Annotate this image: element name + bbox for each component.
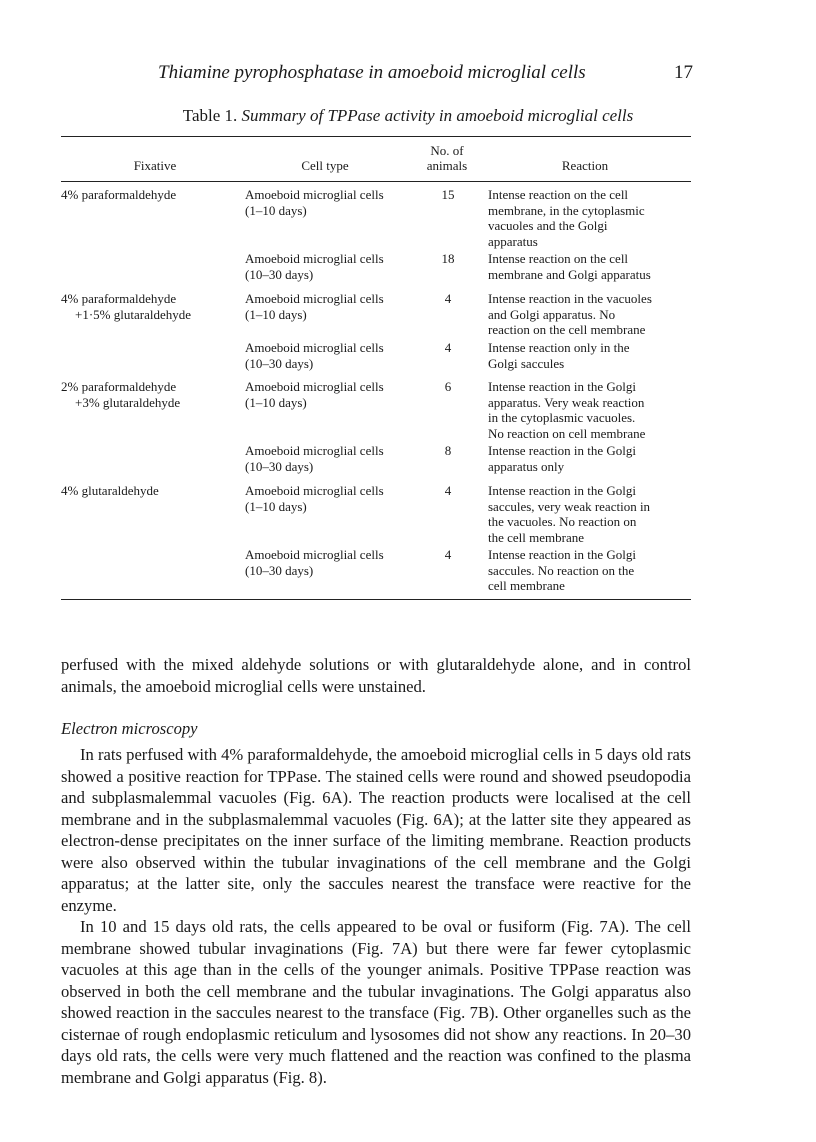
- cell-type-line: (1–10 days): [245, 202, 307, 218]
- cell-type-line: Amoeboid microglial cells: [245, 483, 384, 498]
- column-header-reaction: Reaction: [561, 158, 609, 173]
- reaction-cell: [488, 547, 698, 594]
- cell-type-line: (10–30 days): [245, 355, 314, 371]
- cell-type-line: Amoeboid microglial cells: [245, 443, 384, 458]
- cell-type-cell: [245, 443, 423, 474]
- reaction-line: No reaction on cell membrane: [488, 425, 646, 441]
- reaction-line: reaction on the cell membrane: [488, 322, 646, 337]
- reaction-line: Golgi saccules: [488, 355, 565, 371]
- paragraph-continued-text: perfused with the mixed aldehyde solutions or with glutaraldehyde alone, and in control animals, the amoeboid microglial cells were unstained.: [61, 655, 691, 696]
- reaction-line: Intense reaction on the cell: [488, 251, 629, 266]
- reaction-line: Intense reaction in the vacuoles: [488, 291, 652, 306]
- fixative-line: 4% glutaraldehyde: [61, 483, 159, 498]
- reaction-line: Intense reaction in the Golgi: [488, 483, 637, 498]
- reaction-cell: [488, 483, 698, 545]
- reaction-cell: [488, 443, 698, 474]
- reaction-line: vacuoles and the Golgi: [488, 218, 608, 233]
- cell-type-line: Amoeboid microglial cells: [245, 340, 384, 355]
- reaction-line: Intense reaction in the Golgi: [488, 443, 637, 458]
- animals-cell: 4: [444, 547, 452, 562]
- reaction-line: in the cytoplasmic vacuoles.: [488, 410, 636, 425]
- running-title: Thiamine pyrophosphatase in amoeboid microglial cells: [158, 62, 586, 83]
- animals-cell: 4: [444, 483, 452, 498]
- cell-type-line: (10–30 days): [245, 458, 314, 474]
- reaction-cell: [488, 187, 698, 249]
- cell-type-line: (10–30 days): [245, 562, 314, 578]
- reaction-line: apparatus: [488, 233, 538, 249]
- body-paragraphs: [61, 744, 691, 1088]
- column-header-animals: [412, 143, 482, 173]
- cell-type-line: (1–10 days): [245, 394, 307, 410]
- table-bottom-rule: [61, 599, 691, 600]
- reaction-cell: [488, 379, 698, 441]
- cell-type-cell: [245, 483, 423, 514]
- cell-type-line: Amoeboid microglial cells: [245, 547, 384, 562]
- cell-type-line: (10–30 days): [245, 266, 314, 282]
- reaction-line: apparatus. Very weak reaction: [488, 394, 645, 410]
- column-header-animals-line2: animals: [426, 158, 468, 173]
- cell-type-line: Amoeboid microglial cells: [245, 251, 384, 266]
- reaction-cell: [488, 340, 698, 371]
- paragraph-1: In rats perfused with 4% paraformaldehyde, the amoeboid microglial cells in 5 days old rats showed a positive reaction for TPPase. The stained cells were round and showed pseudopodia and subplasmalemmal vacuoles (Fig. 6A). The reaction products were localised at the cell membrane and in the subplasmalemmal vacuoles (Fig. 6A); at the latter site they appeared as electron-dense precipitates on the inner surface of the limiting membrane. Reaction products were also observed within the tubular invaginations of the cell membrane and the Golgi apparatus; at the latter site, only the saccules nearest the transface were reactive for the enzyme.: [61, 745, 691, 915]
- cell-type-line: Amoeboid microglial cells: [245, 291, 384, 306]
- fixative-line: +1·5% glutaraldehyde: [75, 306, 191, 322]
- cell-type-cell: [245, 251, 423, 282]
- cell-type-line: Amoeboid microglial cells: [245, 187, 384, 202]
- fixative-line: 4% paraformaldehyde: [61, 291, 177, 306]
- cell-type-line: Amoeboid microglial cells: [245, 379, 384, 394]
- column-header-cell-type: Cell type: [301, 158, 349, 173]
- reaction-cell: [488, 291, 698, 338]
- cell-type-line: (1–10 days): [245, 498, 307, 514]
- page-number: 17: [674, 62, 693, 83]
- section-heading: Electron microscopy: [61, 719, 198, 738]
- reaction-line: membrane and Golgi apparatus: [488, 266, 651, 282]
- column-header-animals-line1: No. of: [430, 143, 464, 158]
- reaction-cell: [488, 251, 698, 282]
- fixative-line: 4% paraformaldehyde: [61, 187, 177, 202]
- reaction-line: Intense reaction only in the: [488, 340, 630, 355]
- cell-type-cell: [245, 187, 423, 218]
- table-header-rule: [61, 181, 691, 182]
- column-header-fixative: Fixative: [133, 158, 177, 173]
- animals-cell: 6: [444, 379, 452, 394]
- reaction-line: saccules. No reaction on the: [488, 562, 635, 578]
- fixative-cell: [61, 483, 241, 499]
- reaction-line: the vacuoles. No reaction on: [488, 514, 637, 529]
- running-header: [0, 62, 816, 88]
- reaction-line: the cell membrane: [488, 529, 585, 545]
- cell-type-cell: [245, 291, 423, 322]
- table-caption-label: Table 1.: [182, 106, 238, 125]
- reaction-line: saccules, very weak reaction in: [488, 498, 651, 514]
- continued-paragraph: [61, 654, 691, 697]
- reaction-line: Intense reaction in the Golgi: [488, 379, 637, 394]
- cell-type-cell: [245, 379, 423, 410]
- table-caption-title: Summary of TPPase activity in amoeboid microglial cells: [241, 106, 634, 125]
- animals-cell: 8: [444, 443, 452, 458]
- table-top-rule: [61, 136, 691, 137]
- reaction-line: and Golgi apparatus. No: [488, 306, 616, 322]
- fixative-cell: [61, 379, 241, 410]
- cell-type-cell: [245, 340, 423, 371]
- reaction-line: Intense reaction in the Golgi: [488, 547, 637, 562]
- animals-cell: 4: [444, 340, 452, 355]
- paragraph-2: In 10 and 15 days old rats, the cells appeared to be oval or fusiform (Fig. 7A). The cell membrane showed tubular invaginations (Fig. 7A) but there were far fewer cytoplasmic vacuoles at this age than in the cells of the younger animals. Positive TPPase reaction was observed in both the cell membrane and the tubular invaginations. The Golgi apparatus also showed reaction in the saccules nearest to the transface (Fig. 7B). Other organelles such as the cisternae of rough endoplasmic reticulum and lysosomes did not show any reactions. In 20–30 days old rats, the cells were very much flattened and the reaction was confined to the plasma membrane and Golgi apparatus (Fig. 8).: [61, 917, 691, 1087]
- animals-cell: 15: [441, 187, 455, 202]
- fixative-cell: [61, 291, 241, 322]
- table-caption: [0, 106, 816, 126]
- reaction-line: apparatus only: [488, 458, 565, 474]
- cell-type-line: (1–10 days): [245, 306, 307, 322]
- reaction-line: Intense reaction on the cell: [488, 187, 629, 202]
- fixative-line: 2% paraformaldehyde: [61, 379, 177, 394]
- reaction-line: cell membrane: [488, 578, 565, 593]
- reaction-line: membrane, in the cytoplasmic: [488, 202, 645, 218]
- cell-type-cell: [245, 547, 423, 578]
- fixative-line: +3% glutaraldehyde: [75, 394, 181, 410]
- animals-cell: 18: [441, 251, 455, 266]
- fixative-cell: [61, 187, 241, 203]
- animals-cell: 4: [444, 291, 452, 306]
